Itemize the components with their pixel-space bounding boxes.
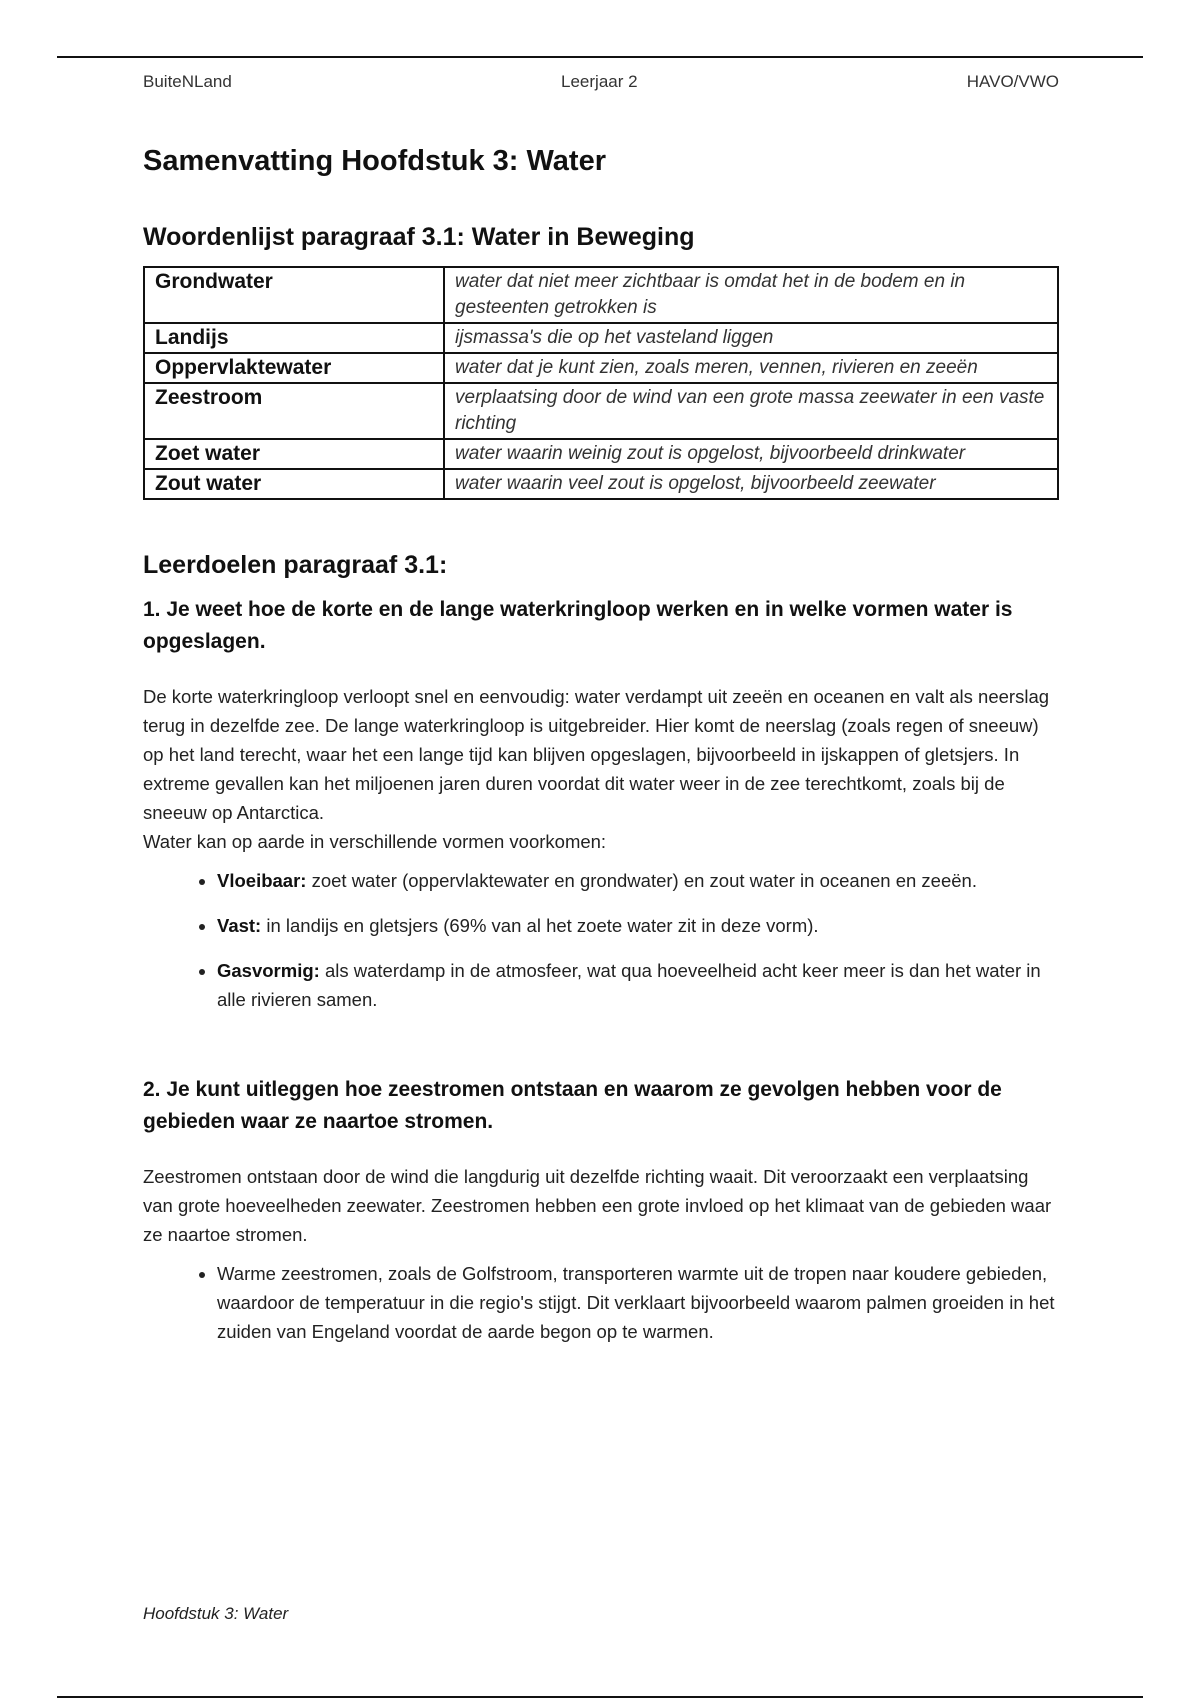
glossary-definition: verplaatsing door de wind van een grote massa zeewater in een vaste richting	[444, 383, 1058, 439]
goal-1-intro: Water kan op aarde in verschillende vormen voorkomen:	[143, 831, 607, 852]
table-row	[144, 383, 1058, 439]
list-item-text: zoet water (oppervlaktewater en grondwater) en zout water in oceanen en zeeën.	[306, 870, 977, 891]
header-center: Leerjaar 2	[561, 72, 638, 91]
list-item-text: in landijs en gletsjers (69% van al het zoete water zit in deze vorm).	[261, 915, 819, 936]
list-item-label: Vloeibaar:	[217, 870, 307, 891]
glossary-term: Oppervlaktewater	[144, 353, 444, 383]
document-title: Samenvatting Hoofdstuk 3: Water	[143, 145, 606, 177]
list-item-label: Gasvormig:	[217, 960, 320, 981]
glossary-definition: ijsmassa's die op het vasteland liggen	[444, 323, 1058, 353]
glossary-definition: water dat niet meer zichtbaar is omdat het in de bodem en in gesteenten getrokken is	[444, 267, 1058, 323]
table-row	[144, 439, 1058, 469]
table-row	[144, 353, 1058, 383]
ocean-currents-list	[143, 1259, 1059, 1346]
page-header	[143, 72, 1059, 92]
list-item-label: Vast:	[217, 915, 262, 936]
goal-2-title: 2. Je kunt uitleggen hoe zeestromen ontstaan en waarom ze gevolgen hebben voor de gebieden waar ze naartoe stromen.	[143, 1078, 1002, 1133]
table-row	[144, 323, 1058, 353]
list-item	[217, 956, 1059, 1014]
glossary-term: Landijs	[144, 323, 444, 353]
page-footer: Hoofdstuk 3: Water	[143, 1604, 289, 1623]
goal-1-paragraph: De korte waterkringloop verloopt snel en eenvoudig: water verdampt uit zeeën en oceanen en valt als neerslag terug in dezelfde zee. De lange waterkringloop is uitgebreider. Hier komt de neerslag (zoals regen of sneeuw) op het land terecht, waar het een lange tijd kan blijven opgeslagen, bijvoorbeeld in ijskappen of gletsjers. In extreme gevallen kan het miljoenen jaren duren voordat dit water weer in de zee terechtkomt, zoals bij de sneeuw op Antarctica.	[143, 686, 1050, 823]
list-item	[217, 911, 1059, 940]
glossary-term: Zout water	[144, 469, 444, 499]
table-row	[144, 469, 1058, 499]
document-content	[143, 142, 1059, 1362]
goal-1-title: 1. Je weet hoe de korte en de lange waterkringloop werken en in welke vormen water is opgeslagen.	[143, 598, 1013, 653]
list-item-text: als waterdamp in de atmosfeer, wat qua hoeveelheid acht keer meer is dan het water in alle rivieren samen.	[217, 960, 1041, 1010]
header-left: BuiteNLand	[143, 72, 232, 91]
glossary-table	[143, 266, 1059, 500]
glossary-term: Grondwater	[144, 267, 444, 323]
goals-heading: Leerdoelen paragraaf 3.1:	[143, 551, 448, 579]
glossary-definition: water waarin veel zout is opgelost, bijvoorbeeld zeewater	[444, 469, 1058, 499]
glossary-definition: water dat je kunt zien, zoals meren, vennen, rivieren en zeeën	[444, 353, 1058, 383]
header-right: HAVO/VWO	[966, 72, 1059, 91]
table-row	[144, 267, 1058, 323]
goal-2-paragraph: Zeestromen ontstaan door de wind die langdurig uit dezelfde richting waait. Dit veroorzaakt een verplaatsing van grote hoeveelheden zeewater. Zeestromen hebben een grote invloed op het klimaat van de gebieden waar ze naartoe stromen.	[143, 1166, 1052, 1245]
list-item	[217, 1259, 1059, 1346]
glossary-heading: Woordenlijst paragraaf 3.1: Water in Beweging	[143, 223, 695, 251]
glossary-term: Zeestroom	[144, 383, 444, 439]
footer-rule	[57, 1696, 1143, 1698]
glossary-term: Zoet water	[144, 439, 444, 469]
glossary-definition: water waarin weinig zout is opgelost, bijvoorbeeld drinkwater	[444, 439, 1058, 469]
header-rule	[57, 56, 1143, 58]
water-forms-list	[143, 866, 1059, 1014]
list-item-text: Warme zeestromen, zoals de Golfstroom, transporteren warmte uit de tropen naar koudere gebieden, waardoor de temperatuur in die regio's stijgt. Dit verklaart bijvoorbeeld waarom palmen groeiden in het zuiden van Engeland voordat de aarde begon op te warmen.	[217, 1263, 1055, 1342]
list-item	[217, 866, 1059, 895]
